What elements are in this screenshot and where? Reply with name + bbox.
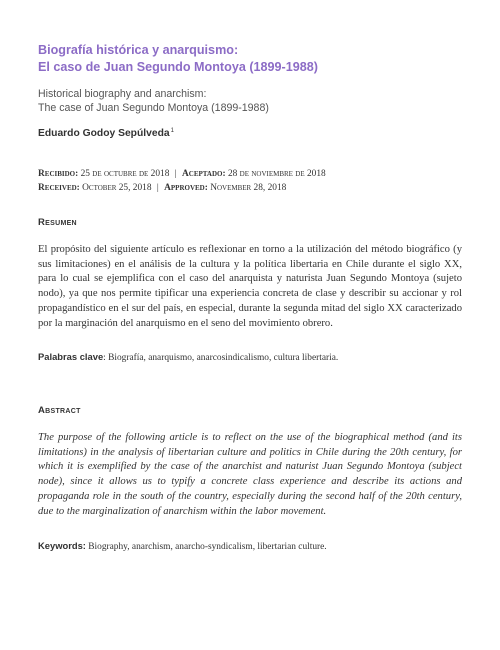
dates-english (38, 181, 478, 195)
author-footnote-marker: 1 (170, 128, 174, 134)
title-english-line-2: The case of Juan Segundo Montoya (1899-1988) (38, 102, 269, 114)
resumen-body: El propósito del siguiente artículo es reflexionar en torno a la utilización del método biográfico (y sus limitaciones) en el análisis de la cultura y la política libertaria en Chile durante el siglo XX, para lo cual se ejemplifica con el caso del anarquista y naturista Juan Segundo Montoya (sujeto nodo), ya que nos permite tipificar una experiencia concreta de clase y describir su accionar y rol propagandístico en el sur del país, en especial, durante la segunda mitad del siglo XX caracterizado por la marginación del anarquismo en el seno del movimiento obrero. (38, 244, 462, 329)
title-spanish-line-1: Biografía histórica y anarquismo: (38, 43, 239, 57)
resumen-heading: Resumen (38, 217, 77, 228)
received-es-value: 25 de octubre de 2018 (80, 169, 170, 179)
abstract-heading: Abstract (38, 405, 81, 416)
received-es-label: Recibido: (38, 169, 79, 179)
title-spanish-line-2: El caso de Juan Segundo Montoya (1899-1988) (38, 60, 318, 74)
author-line (38, 128, 174, 139)
accepted-es-label: Aceptado: (182, 169, 226, 179)
date-separator: | (174, 169, 177, 179)
dates-spanish (38, 167, 478, 181)
approved-en-label: Approved: (164, 183, 208, 193)
palabras-clave (38, 351, 462, 364)
palabras-clave-list: : Biografía, anarquismo, anarcosindicalismo, cultura libertaria. (103, 353, 339, 363)
received-en-value: October 25, 2018 (82, 183, 152, 193)
accepted-es-value: 28 de noviembre de 2018 (227, 169, 326, 179)
palabras-clave-label: Palabras clave (38, 351, 104, 362)
title-spanish (38, 42, 478, 76)
approved-en-value: November 28, 2018 (210, 183, 287, 193)
keywords-label: Keywords: (38, 540, 86, 551)
keywords (38, 540, 462, 553)
keywords-list: Biography, anarchism, anarcho-syndicalism, libertarian culture. (85, 542, 327, 552)
dates-block (38, 167, 478, 195)
received-en-label: Received: (38, 183, 80, 193)
abstract-body: The purpose of the following article is to reflect on the use of the biographical method (and its limitations) in the analysis of libertarian culture and politics in Chile during the 20th century, for which it is exemplified by the case of the anarchist and naturist Juan Segundo Montoya (subject node), since it allows us to typify a concrete class experience and describe its actions and propaganda role in the south of the country, especially during the second half of the 20th century, due to the marginalization of anarchism within the labor movement. (38, 432, 462, 517)
title-english (38, 87, 478, 115)
title-english-line-1: Historical biography and anarchism: (38, 88, 207, 100)
date-separator: | (156, 183, 159, 193)
author-name: Eduardo Godoy Sepúlveda (38, 128, 170, 139)
